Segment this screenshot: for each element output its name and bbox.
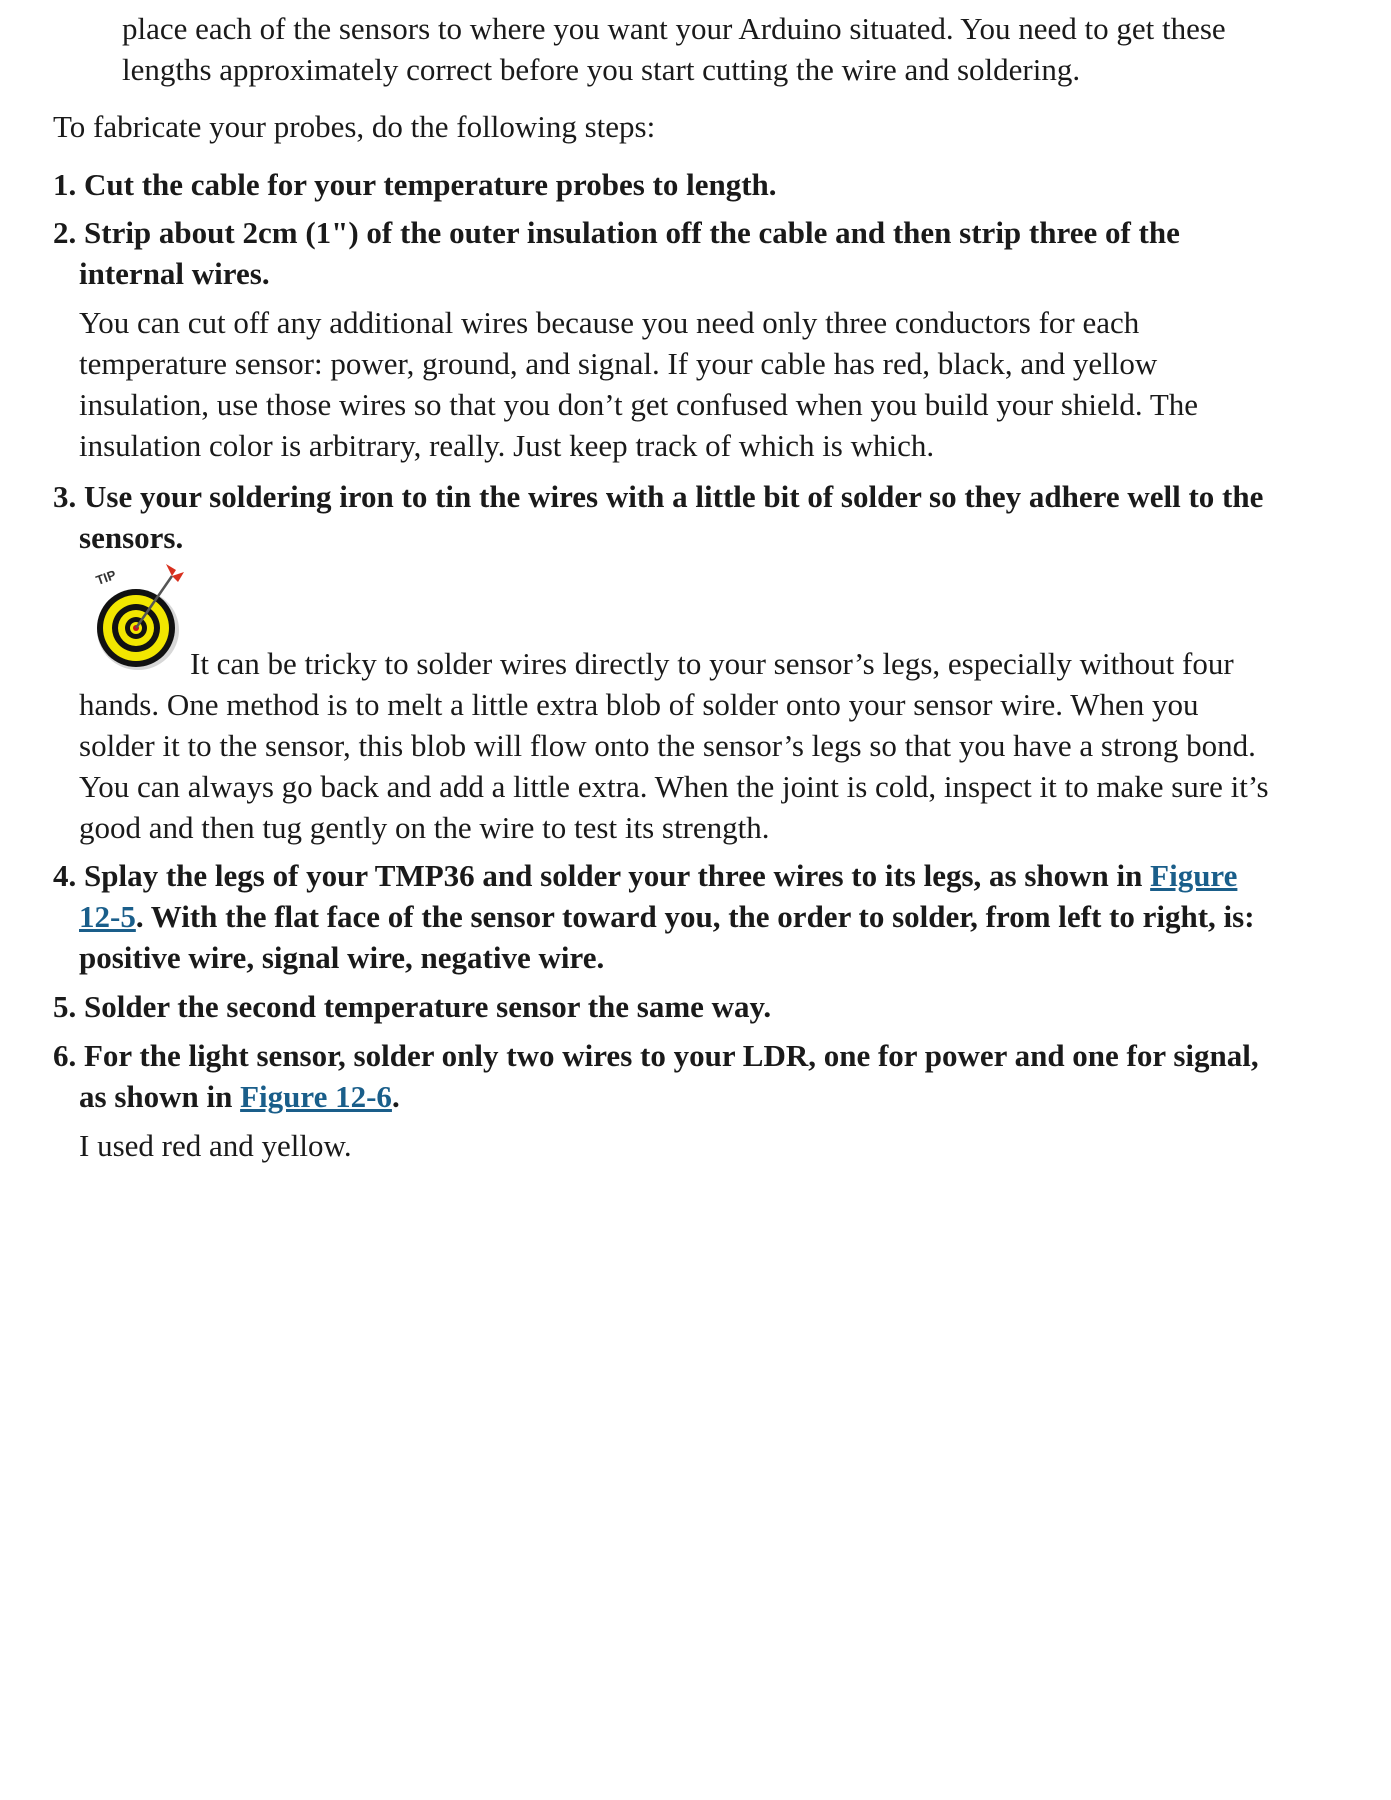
step-2-body-2: temperature sensor: power, ground, and signal. If your cable has red, black, and yellow [79,346,1158,381]
step-5-number: 5. [53,989,77,1024]
tip-line-2: hands. One method is to melt a little extra blob of solder onto your sensor wire. When you [79,687,1199,722]
step-3-line-2: sensors. [79,520,184,555]
step-3-number: 3. [53,479,77,514]
step-2-body-3: insulation, use those wires so that you don’t get confused when you build your shield. The [79,387,1199,422]
step-6-text-1: For the light sensor, solder only two wires to your LDR, one for power and one for signal, [84,1038,1259,1073]
step-1-text: Cut the cable for your temperature probes to length. [84,167,777,202]
step-1-number: 1. [53,167,77,202]
step-2-body-4: insulation color is arbitrary, really. Just keep track of which is which. [79,428,935,463]
step-4-text-2: . With the flat face of the sensor toward you, the order to solder, from left to right, is: [135,899,1255,934]
step-2-line-2: internal wires. [79,256,270,291]
step-4-line-3: positive wire, signal wire, negative wire. [79,940,605,975]
tip-line-3: solder it to the sensor, this blob will flow onto the sensor’s legs so that you have a strong bond. [79,728,1256,763]
step-6-line-2 [79,1076,400,1117]
intro-line-2: lengths approximately correct before you start cutting the wire and soldering. [122,52,1081,87]
tip-line-5: good and then tug gently on the wire to test its strength. [79,810,770,845]
step-3-line-1 [53,476,1263,517]
tip-icon-label: TIP [93,566,119,588]
step-3-text-1: Use your soldering iron to tin the wires with a little bit of solder so they adhere well to the [84,479,1264,514]
step-6-line-1 [53,1035,1259,1076]
step-4-line-2 [79,896,1255,937]
step-4-number: 4. [53,858,77,893]
figure-12-6-link[interactable]: Figure 12-6 [240,1079,392,1114]
figure-12-5-link-part-2[interactable]: 12-5 [79,899,136,934]
step-6-period: . [391,1079,400,1114]
step-2-number: 2. [53,215,77,250]
tip-line-4: You can always go back and add a little extra. When the joint is cold, inspect it to make sure it’s [79,769,1269,804]
step-6-body-1: I used red and yellow. [79,1128,352,1163]
intro-line-1: place each of the sensors to where you want your Arduino situated. You need to get these [122,11,1226,46]
step-6-number: 6. [53,1038,77,1073]
tip-line-1: It can be tricky to solder wires directly to your sensor’s legs, especially without four [190,646,1234,681]
step-5 [53,986,771,1027]
figure-12-5-link-part-1[interactable]: Figure [1150,858,1238,893]
tip-target-icon [92,558,192,674]
step-5-text: Solder the second temperature sensor the same way. [84,989,772,1024]
step-6-text-2: as shown in [79,1079,241,1114]
step-4-text-1: Splay the legs of your TMP36 and solder your three wires to its legs, as shown in [84,858,1151,893]
step-2-body-1: You can cut off any additional wires because you need only three conductors for each [79,305,1140,340]
step-2-text-1: Strip about 2cm (1") of the outer insulation off the cable and then strip three of the [84,215,1180,250]
step-4-line-1 [53,855,1237,896]
lead-in-text: To fabricate your probes, do the following steps: [53,109,656,144]
step-2-line-1 [53,212,1180,253]
step-1 [53,164,777,205]
